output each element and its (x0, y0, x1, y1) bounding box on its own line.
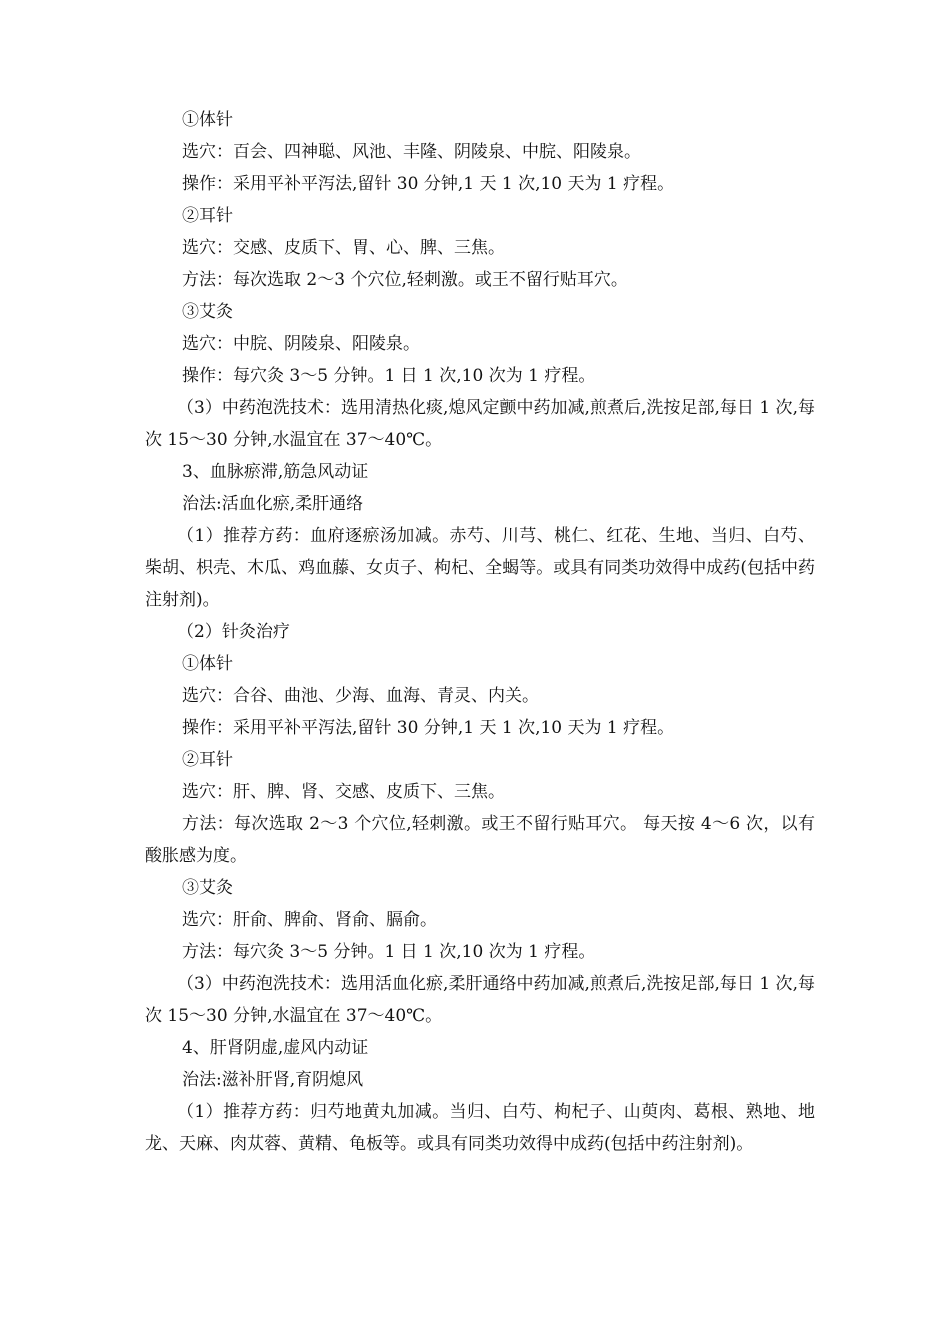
text-line: ③艾灸 (182, 878, 233, 898)
text-line: 操作：采用平补平泻法,留针 30 分钟,1 天 1 次,10 天为 1 疗程。 (182, 174, 675, 194)
text-line: 选穴：中脘、阴陵泉、阳陵泉。 (182, 334, 420, 354)
text-line: 选穴：肝俞、脾俞、肾俞、膈俞。 (182, 910, 437, 930)
text-line: 操作：采用平补平泻法,留针 30 分钟,1 天 1 次,10 天为 1 疗程。 (182, 718, 675, 738)
paragraph: （3）中药泡洗技术：选用清热化痰,熄风定颤中药加减,煎煮后,洗按足部,每日 1 次,每次 15～30 分钟,水温宜在 37～40℃。 (145, 398, 815, 450)
paragraph: （1）推荐方药：血府逐瘀汤加减。赤芍、川芎、桃仁、红花、生地、当归、白芍、柴胡、枳壳、木瓜、鸡血藤、女贞子、枸杞、全蝎等。或具有同类功效得中成药(包括中药注射剂)。 (145, 526, 815, 610)
text-line: ②耳针 (182, 206, 233, 226)
text-line: ③艾灸 (182, 302, 233, 322)
text-line: 操作：每穴灸 3～5 分钟。1 日 1 次,10 次为 1 疗程。 (182, 366, 596, 386)
text-line: 方法：每穴灸 3～5 分钟。1 日 1 次,10 次为 1 疗程。 (182, 942, 596, 962)
section-heading: 4、肝肾阴虚,虚风内动证 (182, 1038, 369, 1058)
text-line: （2）针灸治疗 (177, 622, 290, 642)
text-line: ①体针 (182, 654, 233, 674)
section-heading: 3、血脉瘀滞,筋急风动证 (182, 462, 369, 482)
text-line: 选穴：合谷、曲池、少海、血海、青灵、内关。 (182, 686, 539, 706)
paragraph: 方法：每次选取 2～3 个穴位,轻刺激。或王不留行贴耳穴。 每天按 4～6 次，以有酸胀感为度。 (145, 814, 815, 866)
text-line: 治法:活血化瘀,柔肝通络 (182, 494, 364, 514)
text-line: 选穴：交感、皮质下、胃、心、脾、三焦。 (182, 238, 505, 258)
text-line: ②耳针 (182, 750, 233, 770)
document-page (145, 104, 815, 1160)
text-line: 方法：每次选取 2～3 个穴位,轻刺激。或王不留行贴耳穴。 (182, 270, 628, 290)
paragraph: （3）中药泡洗技术：选用活血化瘀,柔肝通络中药加减,煎煮后,洗按足部,每日 1 次,每次 15～30 分钟,水温宜在 37～40℃。 (145, 974, 815, 1026)
text-line: 选穴：百会、四神聪、风池、丰隆、阴陵泉、中脘、阳陵泉。 (182, 142, 641, 162)
text-line: ①体针 (182, 110, 233, 130)
text-line: 选穴：肝、脾、肾、交感、皮质下、三焦。 (182, 782, 505, 802)
paragraph: （1）推荐方药：归芍地黄丸加减。当归、白芍、枸杞子、山萸肉、葛根、熟地、地龙、天麻、肉苁蓉、黄精、龟板等。或具有同类功效得中成药(包括中药注射剂)。 (145, 1102, 815, 1154)
text-line: 治法:滋补肝肾,育阴熄风 (182, 1070, 364, 1090)
